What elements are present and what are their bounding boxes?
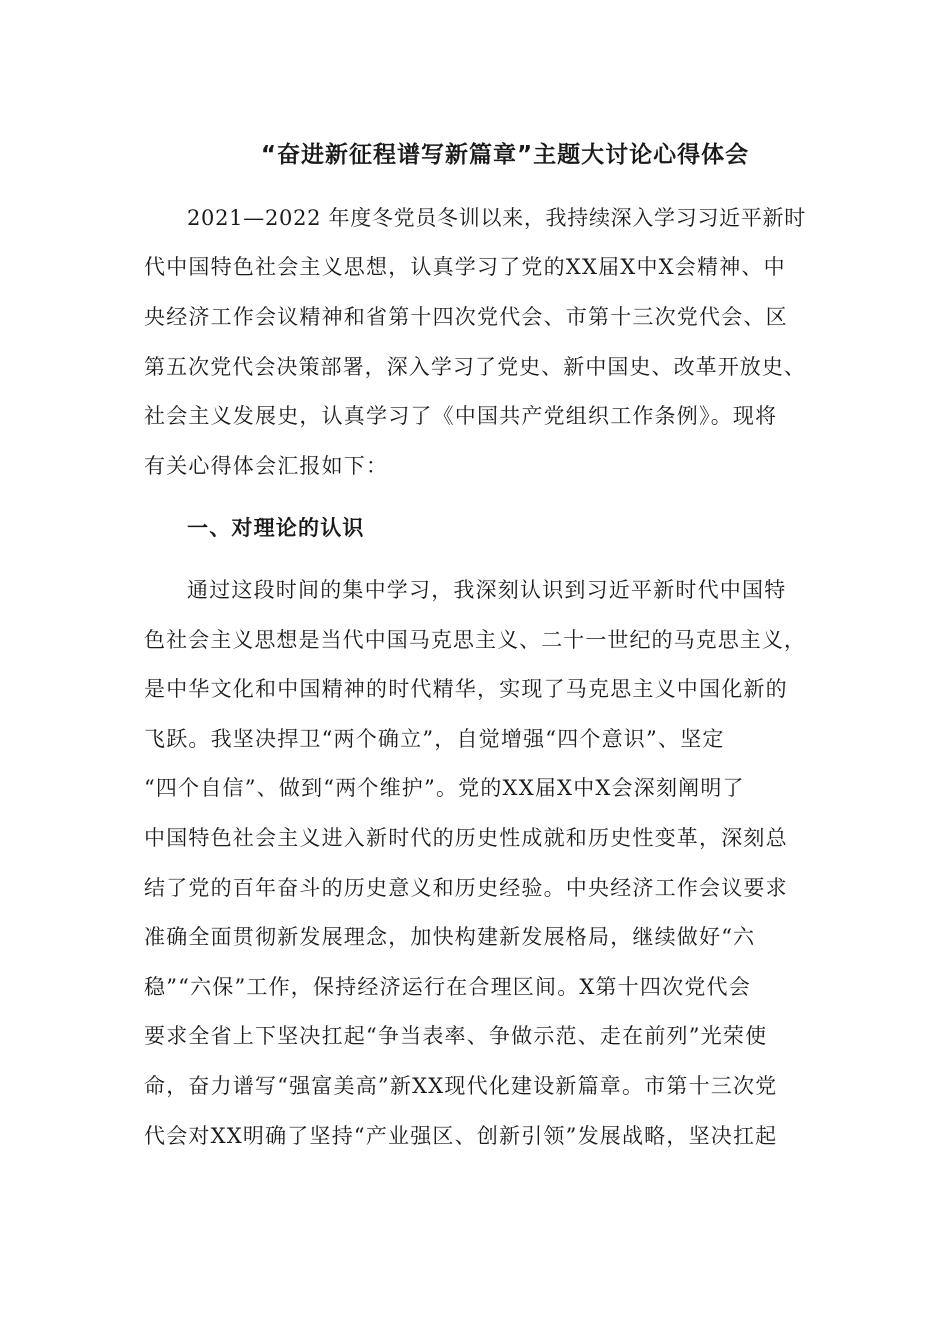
body-line-5: “四个自信”、做到“两个维护”。党的XX届X中X会深刻阐明了 (144, 776, 745, 800)
body-line-8: 准确全面贯彻新发展理念，加快构建新发展格局，继续做好“六 (144, 925, 756, 949)
intro-line-5: 社会主义发展史，认真学习了《中国共产党组织工作条例》。现将 (144, 404, 778, 428)
body-line-3: 是中华文化和中国精神的时代精华，实现了马克思主义中国化新的 (144, 677, 788, 701)
intro-line-3: 央经济工作会议精神和省第十四次党代会、市第十三次党代会、区 (144, 305, 788, 329)
body-line-11: 命，奋力谱写“强富美高”新XX现代化建设新篇章。市第十三次党 (144, 1074, 778, 1098)
document-title: “奋进新征程谱写新篇章”主题大讨论心得体会 (260, 142, 750, 168)
body-line-4: 飞跃。我坚决捍卫“两个确立”，自觉增强“四个意识”、坚定 (144, 727, 725, 751)
body-line-1: 通过这段时间的集中学习，我深刻认识到习近平新时代中国特 (187, 578, 787, 602)
intro-line-1: 2021—2022 年度冬党员冬训以来，我持续深入学习习近平新时 (187, 206, 806, 230)
body-line-12: 代会对XX明确了坚持“产业强区、创新引领”发展战略，坚决扛起 (144, 1124, 778, 1148)
body-line-6: 中国特色社会主义进入新时代的历史性成就和历史性变革，深刻总 (144, 826, 788, 850)
intro-line-6: 有关心得体会汇报如下： (144, 454, 389, 478)
body-line-2: 色社会主义思想是当代中国马克思主义、二十一世纪的马克思主义， (144, 628, 806, 652)
section-heading: 一、对理论的认识 (187, 516, 365, 540)
intro-line-2: 代中国特色社会主义思想，认真学习了党的XX届X中X会精神、中 (144, 255, 786, 279)
body-line-7: 结了党的百年奋斗的历史意义和历史经验。中央经济工作会议要求 (144, 876, 788, 900)
intro-line-4: 第五次党代会决策部署，深入学习了党史、新中国史、改革开放史、 (144, 355, 806, 379)
body-line-10: 要求全省上下坚决扛起“争当表率、争做示范、走在前列”光荣使 (144, 1024, 768, 1048)
body-line-9: 稳”“六保”工作，保持经济运行在合理区间。X第十四次党代会 (144, 975, 751, 999)
